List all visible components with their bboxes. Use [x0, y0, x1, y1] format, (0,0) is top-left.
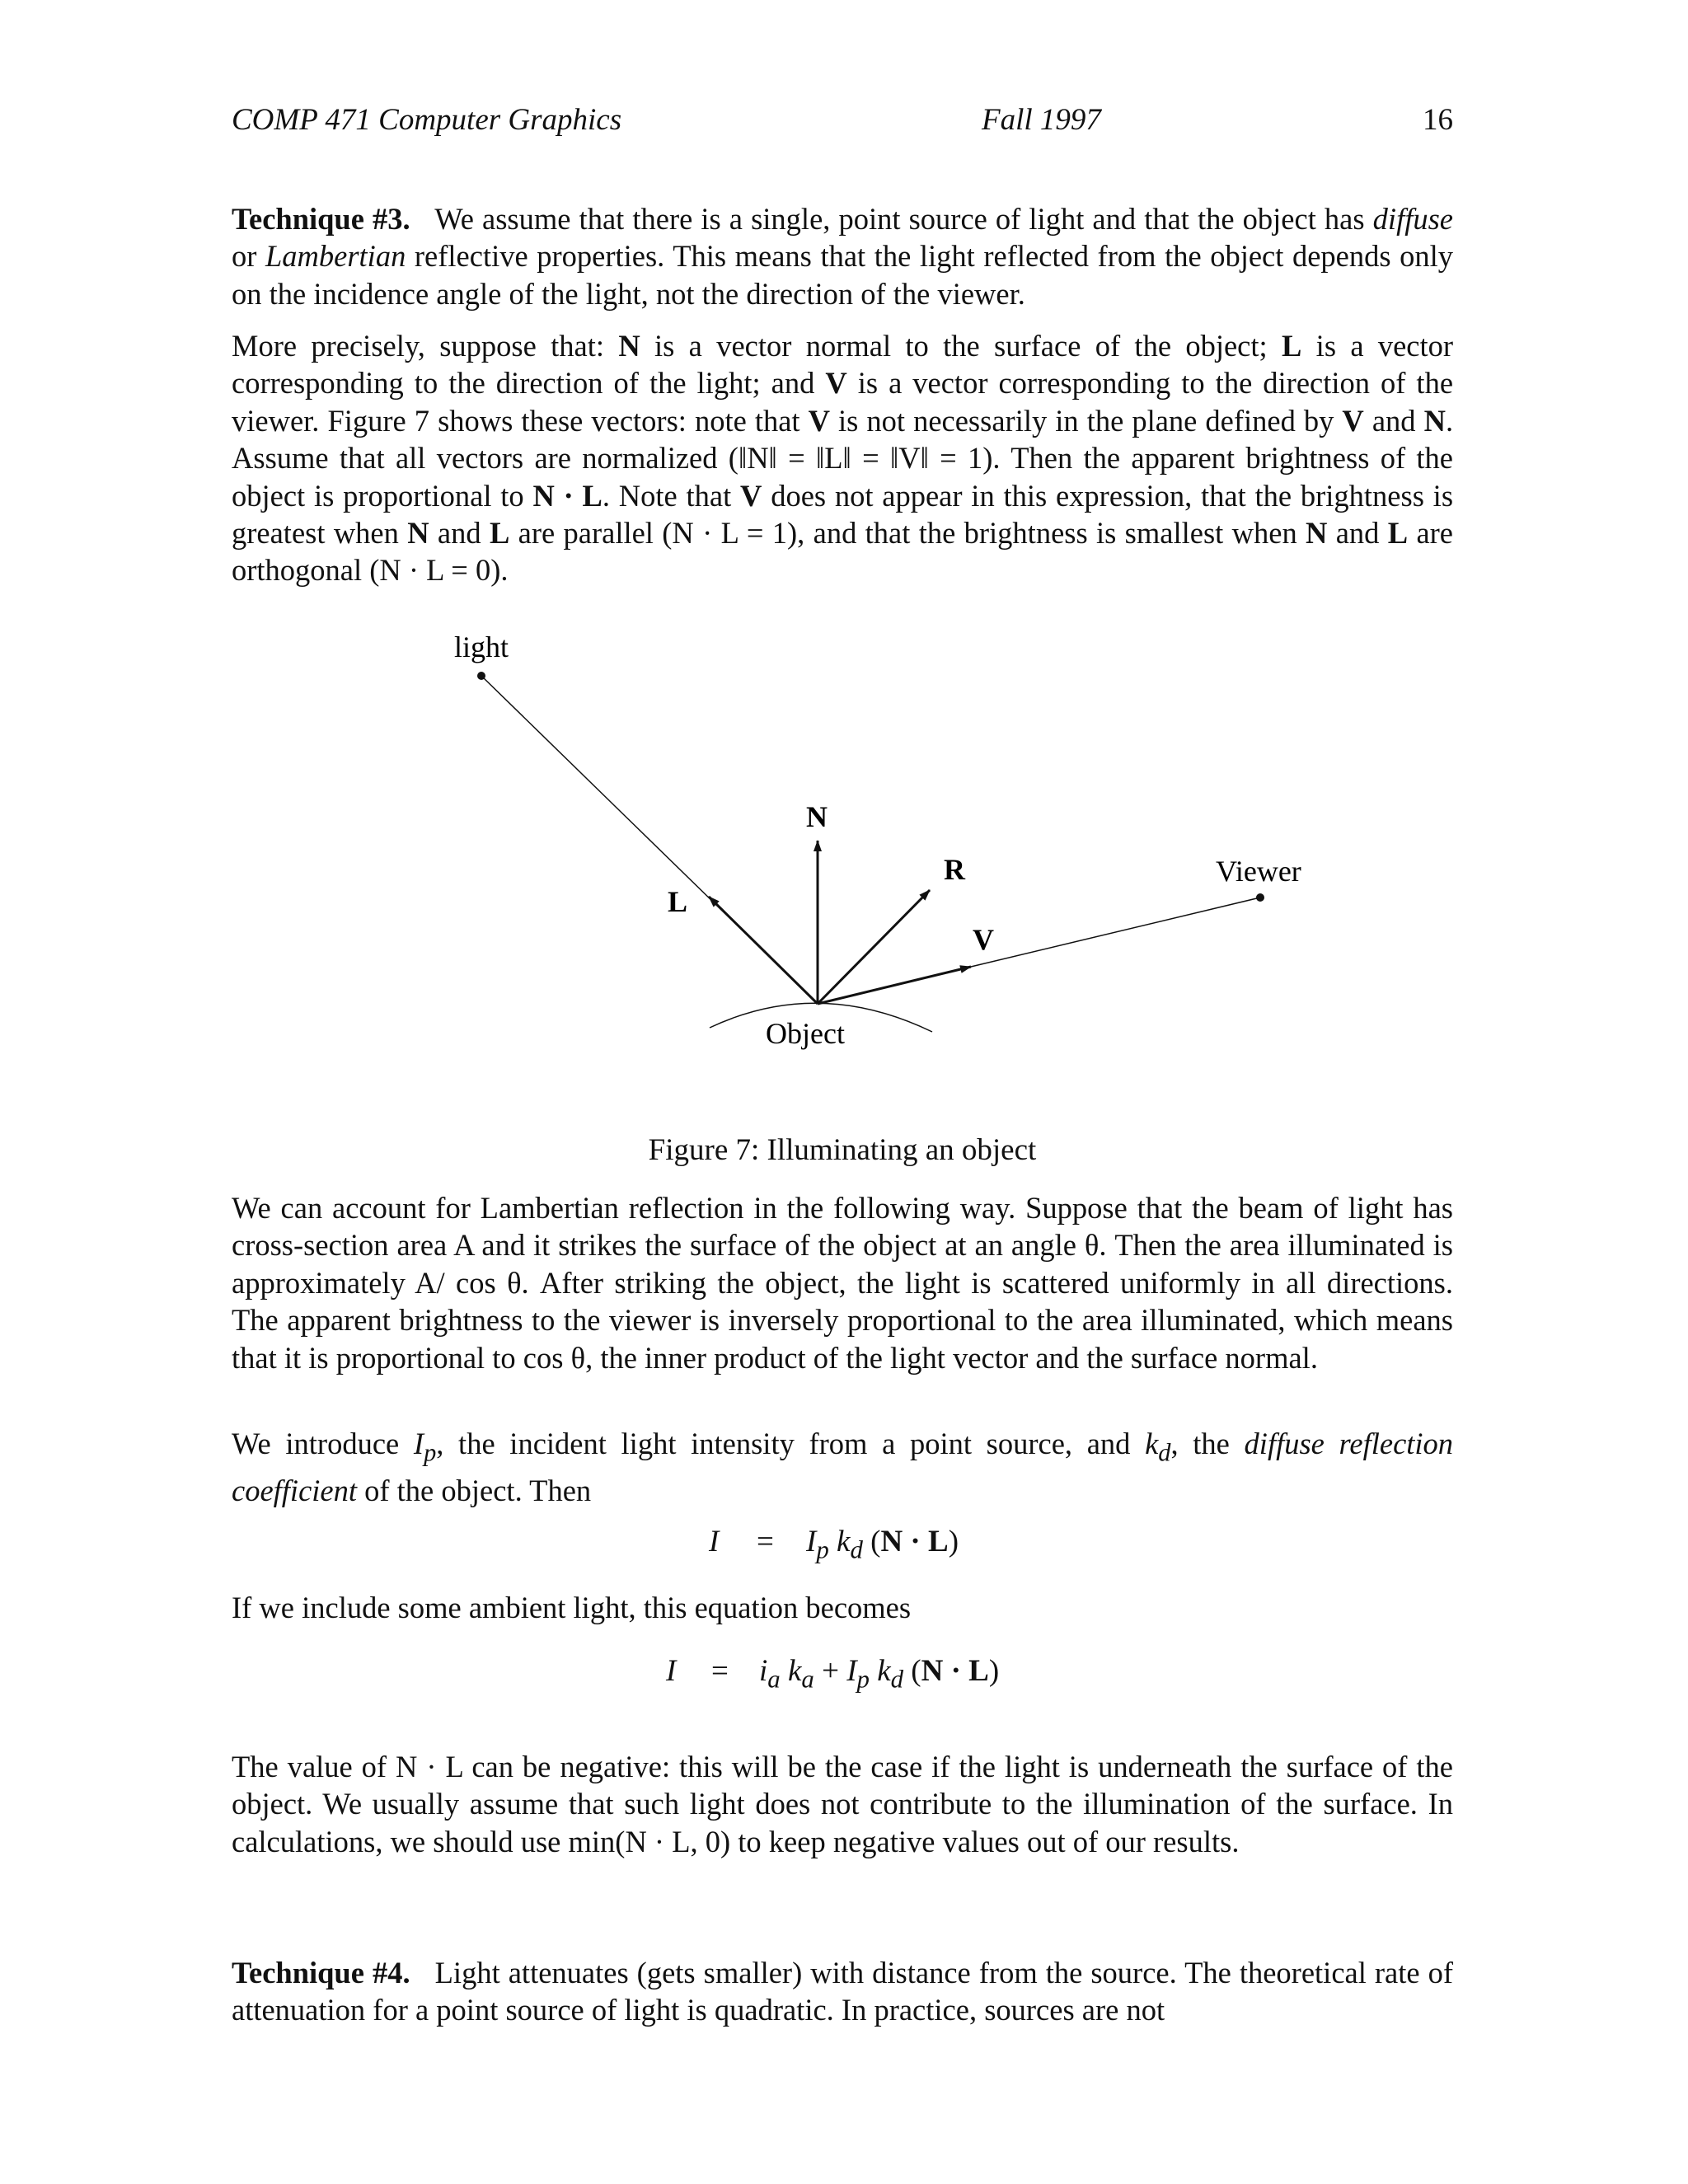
technique4-paragraph: Technique #4. Light attenuates (gets smaller) with distance from the source. The theoretical rate of attenuation for a point source of light is quadratic. In practice, sources are not — [232, 1956, 1453, 2027]
label-object: Object — [766, 1017, 845, 1050]
vector-L-arrow — [709, 897, 818, 1004]
label-R: R — [944, 853, 965, 886]
negative-value-paragraph: The value of N · L can be negative: this will be the case if the light is underneath the surface of the object. We usually assume that such light does not contribute to the illumination of the surface. In calculations, we should use min(N · L, 0) to keep negative values out of our results. — [232, 1750, 1453, 1858]
label-viewer: Viewer — [1216, 855, 1301, 888]
label-light: light — [454, 630, 509, 663]
technique4-title: Technique #4. — [232, 1956, 410, 1990]
vectors-paragraph: More precisely, suppose that: N is a vector normal to the surface of the object; L is a vector corresponding to the direction of the light; and V is a vector corresponding to the direction of the viewer. Figure 7 shows these vectors: note that V is not necessarily in the plane defined by V and N. Assume that all vectors are normalized (‖N‖ = ‖L‖ = ‖V‖ = 1). Then the apparent brightness of the object is proportional to N · L. Note that V does not appear in this expression, that the brightness is greatest when N and L are parallel (N · L = 1), and that the brightness is smallest when N and L are orthogonal (N · L = 0). — [232, 329, 1454, 588]
technique3-title: Technique #3. — [232, 202, 410, 236]
label-L: L — [668, 885, 688, 918]
page-header: COMP 471 Computer Graphics Fall 1997 16 — [232, 103, 1453, 137]
technique3-paragraph: Technique #3. We assume that there is a single, point source of light and that the object has diffuse or Lambertian reflective properties. This means that the light reflected from the object depends only on the incidence angle of the light, not the direction of the viewer. — [232, 202, 1454, 311]
equation-diffuse: I = $I_p$ $k_d$ (N · L) — [709, 1525, 959, 1564]
ambient-sentence: If we include some ambient light, this equation becomes — [232, 1591, 912, 1624]
figure-illumination-diagram — [232, 0, 1453, 1121]
label-N: N — [806, 800, 828, 833]
lambertian-paragraph: We can account for Lambertian reflection in the following way. Suppose that the beam of light has cross-section area A and it strikes the surface of the object at an angle θ. Then the area illuminated is approximately A/ cos θ. After striking the object, the light is scattered uniformly in all directions. The apparent brightness to the viewer is inversely proportional to the area illuminated, which means that it is proportional to cos θ, the inner product of the light vector and the surface normal. — [232, 1191, 1453, 1375]
vector-R-arrow — [818, 890, 930, 1004]
header-page-number: 16 — [1423, 103, 1453, 137]
equation-diffuse-rhs: $I_p$ $k_d$ (N · L) — [806, 1525, 959, 1564]
viewer-line — [971, 898, 1260, 967]
header-course: COMP 471 Computer Graphics — [232, 103, 622, 137]
viewer-dot — [1256, 893, 1264, 902]
document-page — [232, 0, 1453, 2184]
figure-caption: Figure 7: Illuminating an object — [648, 1133, 1037, 1167]
light-source-dot — [477, 672, 485, 680]
equation-ambient-rhs: $i_a$ $k_a + I_p$ $k_d$ (N · L) — [759, 1654, 1000, 1694]
intensity-paragraph: We introduce $I_p$, the incident light intensity from a point source, and $k_d$, the diffuse reflection coefficient of the object. Then — [232, 1427, 1454, 1507]
label-V: V — [973, 923, 994, 956]
equation-ambient: I = $i_a$ $k_a + I_p$ $k_d$ (N · L) — [666, 1654, 1000, 1694]
vector-V-arrow — [818, 967, 971, 1004]
